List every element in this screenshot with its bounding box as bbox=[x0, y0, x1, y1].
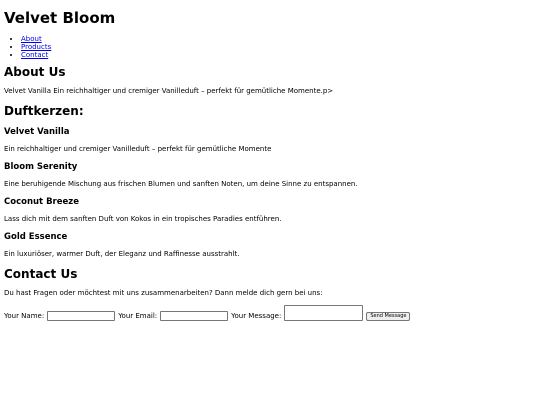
message-field[interactable] bbox=[284, 305, 363, 321]
nav-link-products[interactable]: Products bbox=[21, 43, 52, 51]
scent-desc-velvet-vanilla: Ein reichhaltiger und cremiger Vanilleduft – perfekt für gemütliche Momente bbox=[4, 145, 272, 153]
message-label: Your Message: bbox=[231, 312, 282, 320]
contact-heading: Contact Us bbox=[4, 267, 78, 281]
scent-name-gold-essence: Gold Essence bbox=[4, 232, 68, 242]
scent-desc-coconut-breeze: Lass dich mit dem sanften Duft von Kokos in ein tropisches Paradies entführen. bbox=[4, 215, 282, 223]
about-heading: About Us bbox=[4, 65, 66, 79]
nav-item-contact bbox=[21, 51, 536, 59]
scent-desc-bloom-serenity: Eine beruhigende Mischung aus frischen Blumen und sanften Noten, um deine Sinne zu entspannen. bbox=[4, 180, 358, 188]
site-title: Velvet Bloom bbox=[4, 9, 116, 27]
nav-item-products bbox=[21, 43, 536, 51]
email-field[interactable] bbox=[160, 311, 228, 321]
name-label: Your Name: bbox=[4, 312, 45, 320]
email-label: Your Email: bbox=[118, 312, 158, 320]
name-field[interactable] bbox=[47, 311, 115, 321]
page bbox=[0, 9, 540, 321]
nav-list bbox=[4, 35, 536, 59]
contact-form bbox=[4, 305, 536, 321]
nav-link-contact[interactable]: Contact bbox=[21, 51, 49, 59]
nav-link-about[interactable]: About bbox=[21, 35, 42, 43]
scent-desc-gold-essence: Ein luxuriöser, warmer Duft, der Eleganz und Raffinesse ausstrahlt. bbox=[4, 250, 240, 258]
nav-item-about bbox=[21, 35, 536, 43]
scents-heading: Duftkerzen: bbox=[4, 104, 84, 118]
scent-name-velvet-vanilla: Velvet Vanilla bbox=[4, 127, 70, 137]
scent-name-bloom-serenity: Bloom Serenity bbox=[4, 162, 78, 172]
contact-intro: Du hast Fragen oder möchtest mit uns zusammenarbeiten? Dann melde dich gern bei uns: bbox=[4, 289, 323, 297]
about-text: Velvet Vanilla Ein reichhaltiger und cremiger Vanilleduft – perfekt für gemütliche Momente.p> bbox=[4, 87, 334, 95]
send-message-button[interactable]: Send Message bbox=[366, 312, 410, 321]
scent-name-coconut-breeze: Coconut Breeze bbox=[4, 197, 79, 207]
